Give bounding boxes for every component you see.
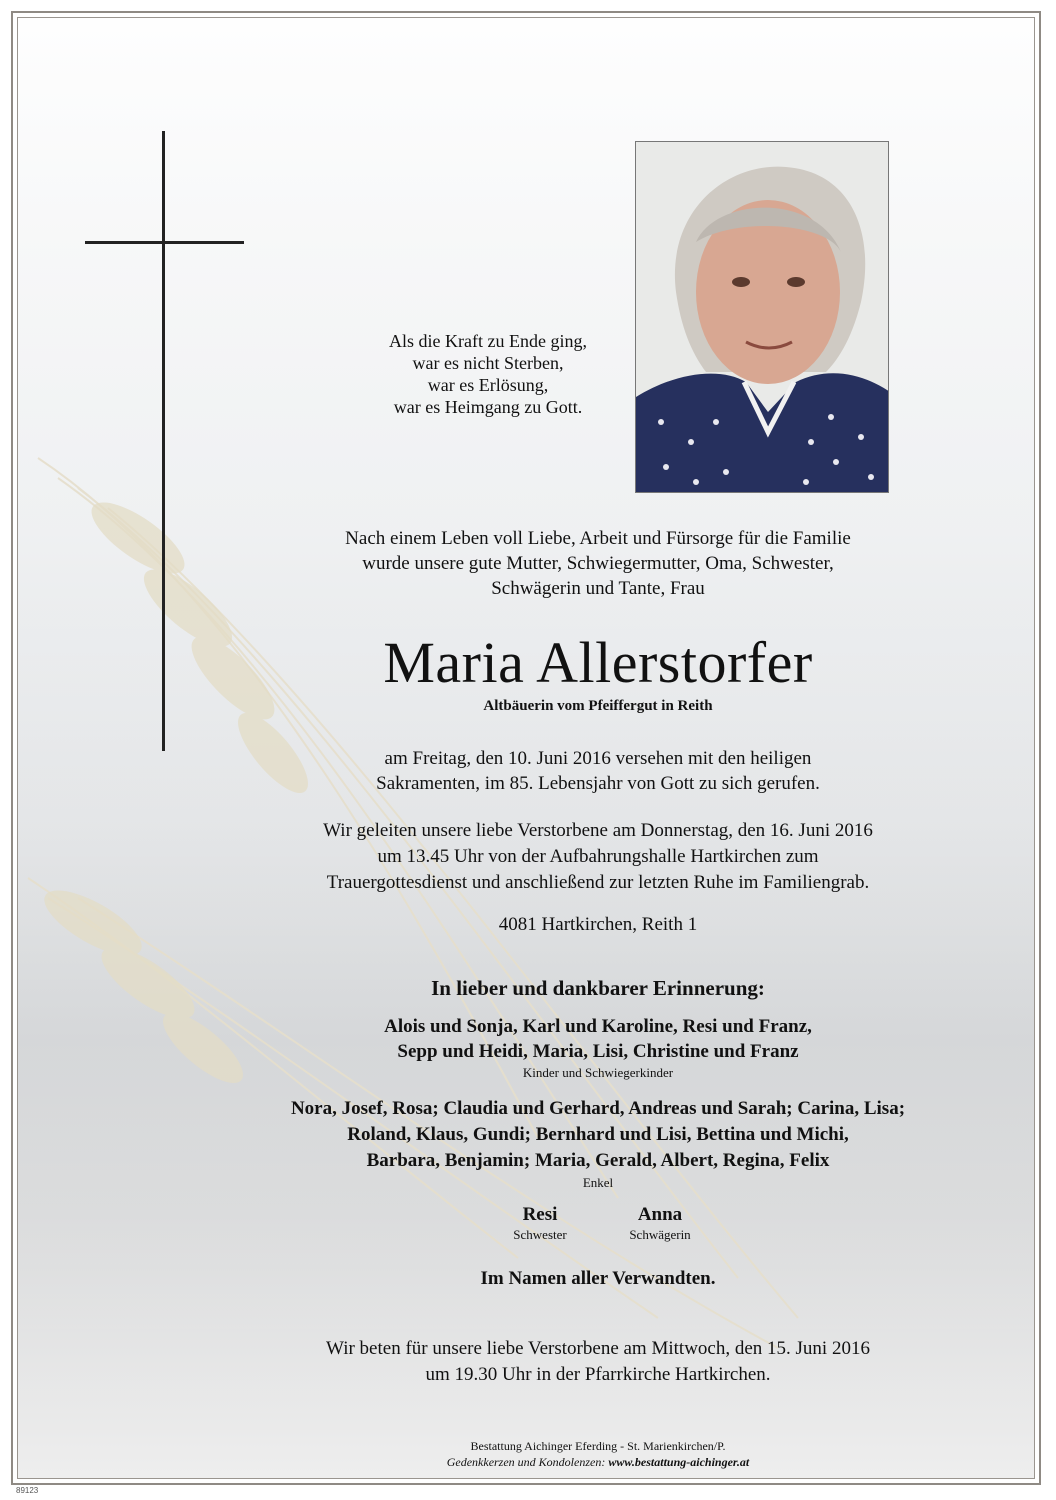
funeral-line: Trauergottesdienst und anschließend zur letzten Ruhe im Familiengrab.: [326, 872, 870, 893]
relative-name: Anna: [637, 1204, 683, 1225]
relative-name: Resi: [522, 1204, 558, 1225]
funeral-line: Wir geleiten unsere liebe Verstorbene am Donnerstag, den 16. Juni 2016: [323, 820, 873, 841]
verse-line: Als die Kraft zu Ende ging,: [389, 331, 587, 351]
parte-card: [17, 17, 1035, 1479]
prayer-notice: [198, 1336, 998, 1388]
children-list: [198, 1014, 998, 1082]
funeral-home: Bestattung Aichinger Eferding - St. Marienkirchen/P.: [470, 1439, 726, 1453]
relative-role: Schwester: [513, 1227, 567, 1242]
portrait-image: [636, 142, 889, 493]
death-notice-text: [198, 746, 998, 796]
print-code: 89123: [16, 1486, 39, 1495]
children-role: Kinder und Schwiegerkinder: [522, 1065, 674, 1080]
memorial-verse: [348, 330, 628, 418]
condolence-label: Gedenkkerzen und Kondolenzen:: [446, 1455, 606, 1469]
intro-line: Schwägerin und Tante, Frau: [491, 578, 705, 599]
funeral-details: [198, 818, 998, 896]
closing-line: Im Namen aller Verwandten.: [480, 1268, 716, 1289]
grandchildren-line: Barbara, Benjamin; Maria, Gerald, Albert, Regina, Felix: [366, 1150, 830, 1171]
deceased-subtitle: Altbäuerin vom Pfeiffergut in Reith: [483, 698, 713, 714]
death-line: Sakramenten, im 85. Lebensjahr von Gott zu sich gerufen.: [376, 773, 820, 794]
cross-icon-vertical: [162, 131, 165, 751]
relative-sister-in-law: [600, 1203, 720, 1243]
verse-line: war es Erlösung,: [427, 375, 549, 395]
death-line: am Freitag, den 10. Juni 2016 versehen mit den heiligen: [384, 748, 812, 769]
intro-line: Nach einem Leben voll Liebe, Arbeit und Fürsorge für die Familie: [345, 528, 851, 549]
verse-line: war es Heimgang zu Gott.: [393, 397, 583, 417]
memory-heading: In lieber und dankbarer Erinnerung:: [431, 976, 765, 1000]
portrait-photo: [635, 141, 889, 493]
children-line: Sepp und Heidi, Maria, Lisi, Christine und Franz: [397, 1041, 799, 1062]
funeral-line: um 13.45 Uhr von der Aufbahrungshalle Hartkirchen zum: [377, 846, 819, 867]
address: 4081 Hartkirchen, Reith 1: [498, 914, 698, 935]
grandchildren-list: [198, 1096, 998, 1192]
relative-role: Schwägerin: [629, 1227, 691, 1242]
website-link[interactable]: www.bestattung-aichinger.at: [608, 1455, 750, 1469]
deceased-name: Maria Allerstorfer: [383, 630, 813, 695]
prayer-line: um 19.30 Uhr in der Pfarrkirche Hartkirchen.: [425, 1364, 771, 1385]
condolence-line: [198, 1454, 998, 1470]
verse-line: war es nicht Sterben,: [412, 353, 564, 373]
relative-sister: [480, 1203, 600, 1243]
cross-icon-horizontal: [85, 241, 244, 244]
grandchildren-line: Nora, Josef, Rosa; Claudia und Gerhard, Andreas und Sarah; Carina, Lisa;: [290, 1098, 906, 1119]
children-line: Alois und Sonja, Karl und Karoline, Resi und Franz,: [384, 1016, 812, 1037]
grandchildren-line: Roland, Klaus, Gundi; Bernhard und Lisi, Bettina und Michi,: [347, 1124, 849, 1145]
intro-line: wurde unsere gute Mutter, Schwiegermutter, Oma, Schwester,: [362, 553, 834, 574]
footer: [198, 1438, 998, 1470]
prayer-line: Wir beten für unsere liebe Verstorbene am Mittwoch, den 15. Juni 2016: [326, 1338, 870, 1359]
intro-text: [198, 526, 998, 601]
grandchildren-role: Enkel: [582, 1175, 614, 1190]
